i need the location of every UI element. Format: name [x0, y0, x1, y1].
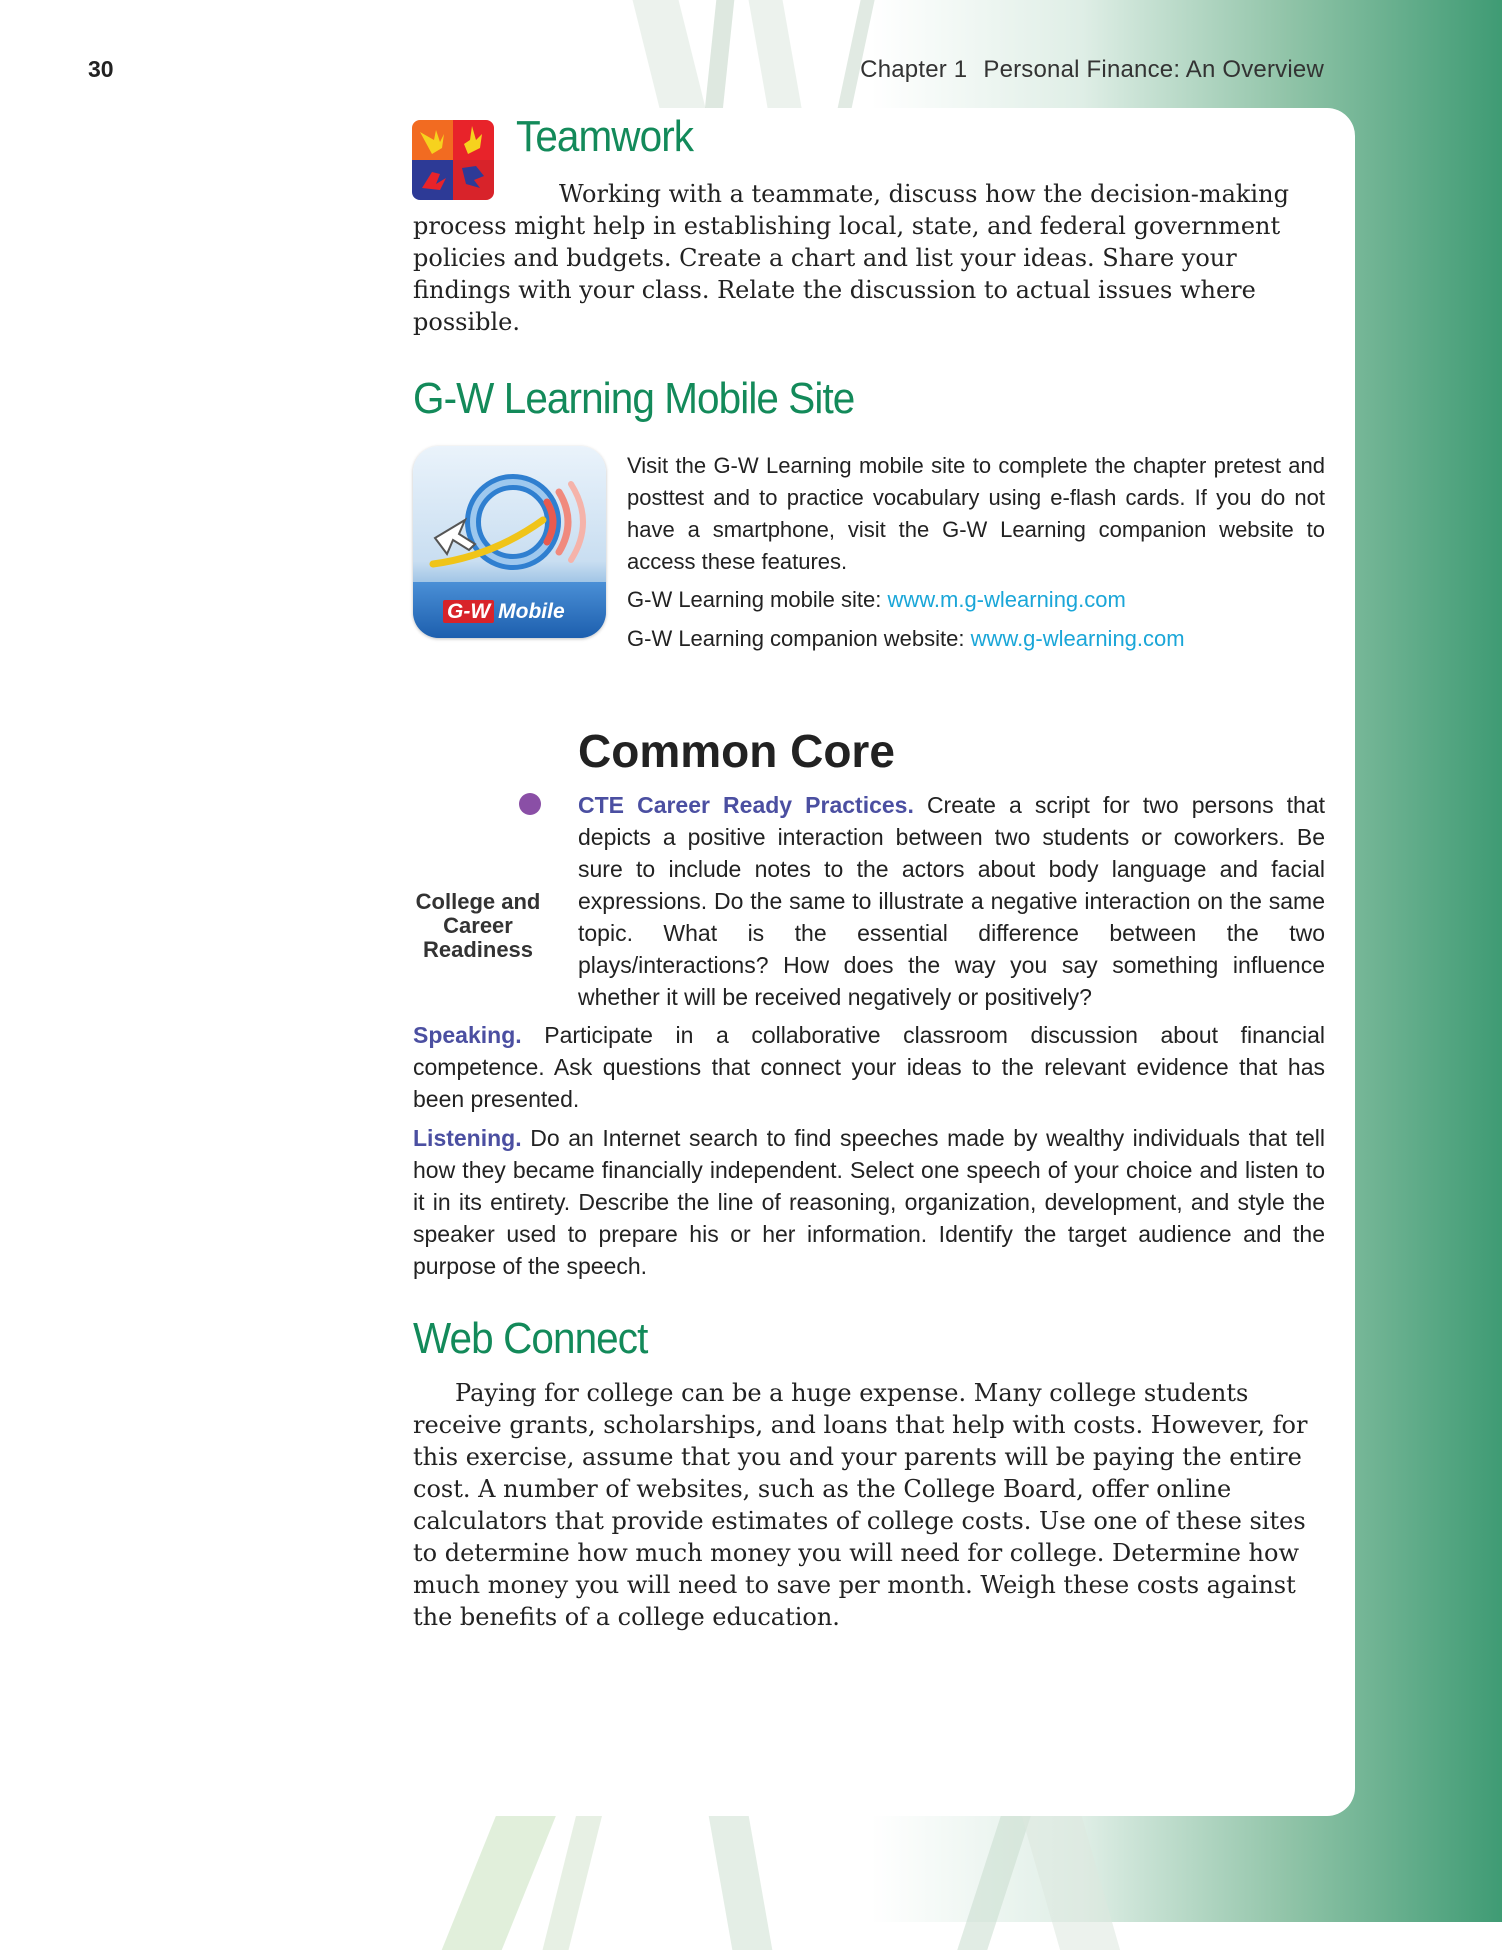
mobile-site-link[interactable]: www.m.g-wlearning.com: [887, 587, 1126, 612]
speaking-paragraph: [413, 1019, 1325, 1115]
gw-mobile-icon: [413, 446, 606, 638]
common-core-title: Common Core: [578, 725, 895, 777]
web-connect-body: Paying for college can be a huge expense. Many college students receive grants, scholarships, and loans that help with costs. However, for this exercise, assume that you and your parents will be paying the entire cost. A number of websites, such as the College Board, offer online calculators that provide estimates of college costs. Use one of these sites to determine how much money you will need for college. Determine how much money you will need to save per month. Weigh these costs against the benefits of a college education.: [413, 1379, 1308, 1631]
cc-caption: College and Career Readiness: [415, 889, 541, 962]
companion-site-label: G-W Learning companion website:: [627, 626, 971, 651]
web-connect-title: Web Connect: [413, 1314, 648, 1363]
teamwork-title: Teamwork: [516, 112, 694, 161]
mobile-title: G-W Learning Mobile Site: [413, 374, 855, 423]
companion-site-line: [627, 623, 1325, 655]
speaking-lead: Speaking.: [413, 1022, 522, 1048]
mobile-body: Visit the G-W Learning mobile site to complete the chapter pretest and posttest and to practice vocabulary using e-flash cards. If you do not have a smartphone, visit the G-W Learning companion website to access these features.: [627, 453, 1325, 574]
page-number: 30: [88, 56, 114, 82]
speaking-body: Participate in a collaborative classroom discussion about financial competence. Ask questions that connect your ideas to the relevant evidence that has been presented.: [413, 1022, 1325, 1112]
mobile-logo-text: Mobile: [498, 600, 565, 623]
gw-logo-text: G-W: [443, 600, 494, 623]
chapter-label: Chapter 1: [860, 56, 968, 83]
college-career-readiness-icon: [410, 728, 550, 878]
listening-lead: Listening.: [413, 1125, 522, 1151]
mobile-site-line: [627, 584, 1325, 616]
chapter-title: Personal Finance: An Overview: [983, 56, 1324, 83]
listening-body: Do an Internet search to find speeches made by wealthy individuals that tell how they became financially independent. Select one speech of your choice and listen to it in its entirety. Describe the line of reasoning, organization, development, and style the speaker used to prepare his or her information. Identify the target audience and the purpose of the speech.: [413, 1125, 1325, 1279]
running-header: [860, 56, 1324, 84]
companion-site-link[interactable]: www.g-wlearning.com: [970, 626, 1185, 651]
mobile-site-label: G-W Learning mobile site:: [627, 587, 888, 612]
cte-lead: CTE Career Ready Practices.: [578, 792, 914, 818]
cte-body: Create a script for two persons that depicts a positive interaction between two students or coworkers. Be sure to include notes to the actors about body language and facial expressions. Do the same to illustrate a negative interaction on the same topic. What is the essential difference between the two plays/interactions? How does the way you say something influence whether it will be received negatively or positively?: [578, 792, 1326, 1010]
listening-paragraph: [413, 1122, 1325, 1282]
teamwork-body: Working with a teammate, discuss how the decision-making process might help in establishing local, state, and federal government policies and budgets. Create a chart and list your ideas. Share your findings with your class. Relate the discussion to actual issues where possible.: [413, 180, 1289, 336]
cte-paragraph: [578, 789, 1325, 1013]
